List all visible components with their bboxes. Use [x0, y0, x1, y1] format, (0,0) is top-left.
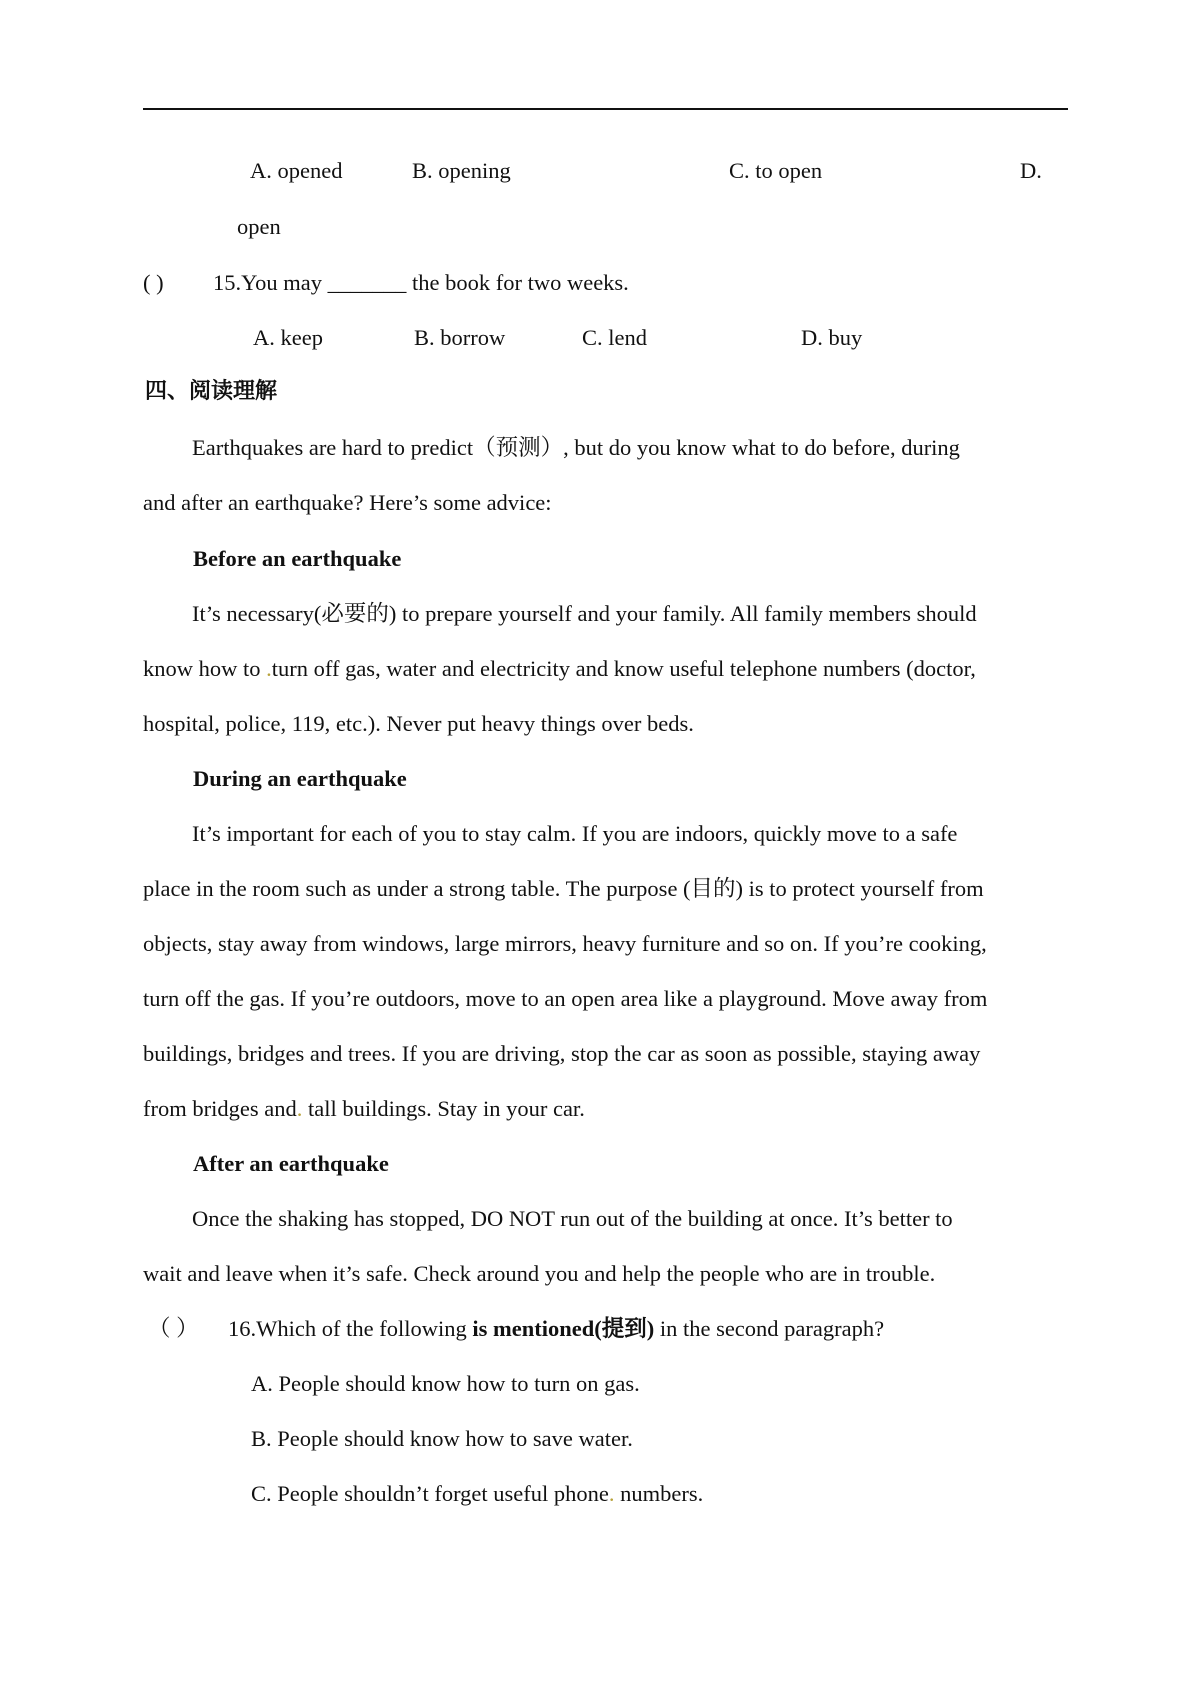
- q15-option-b[interactable]: B. borrow: [414, 325, 506, 350]
- q14-option-c[interactable]: C. to open: [729, 158, 823, 183]
- q16-stem: [228, 1318, 884, 1341]
- during-heading: During an earthquake: [193, 766, 407, 791]
- q15-stem: 15.You may _______ the book for two weeks.: [213, 270, 629, 295]
- during-line6: [143, 1098, 585, 1121]
- q15-option-a[interactable]: A. keep: [253, 325, 323, 350]
- passage-intro-line2: and after an earthquake? Here’s some advice:: [143, 490, 552, 515]
- q14-option-d-text: open: [237, 214, 281, 239]
- before-heading: Before an earthquake: [193, 546, 402, 571]
- q16-answer-paren[interactable]: （ ）: [148, 1316, 199, 1341]
- header-rule: [143, 108, 1068, 110]
- during-line2: place in the room such as under a strong table. The purpose (目的) is to protect yourself from: [143, 876, 984, 901]
- q16-stem-end: in the second paragraph?: [654, 1316, 885, 1341]
- q16-option-b[interactable]: B. People should know how to save water.: [251, 1426, 633, 1451]
- section-heading-reading: 四、阅读理解: [145, 379, 278, 404]
- q15-answer-paren[interactable]: ( ): [143, 270, 164, 295]
- during-line3: objects, stay away from windows, large mirrors, heavy furniture and so on. If you’re cooking,: [143, 931, 987, 956]
- q16-option-c-end: numbers.: [614, 1481, 704, 1506]
- during-line1-end: ach of you to stay calm. If you are indoors, quickly move to a safe: [361, 821, 958, 846]
- before-line2: [143, 658, 976, 681]
- after-line2: wait and leave when it’s safe. Check around you and help the people who are in trouble.: [143, 1261, 936, 1286]
- q15-option-c[interactable]: C. lend: [582, 325, 647, 350]
- during-line1-start: It’s important for e: [192, 821, 362, 846]
- before-line2-start: know how to: [143, 656, 267, 681]
- q16-option-a[interactable]: A. People should know how to turn on gas.: [251, 1371, 640, 1396]
- q16-stem-start: 16.Which of the following: [228, 1316, 473, 1341]
- during-line5: buildings, bridges and trees. If you are driving, stop the car as soon as possible, staying away: [143, 1041, 981, 1066]
- edit-mark: .: [266, 656, 272, 681]
- during-line1: [192, 823, 957, 846]
- edit-mark: .: [608, 1481, 615, 1506]
- edit-mark: .: [296, 1096, 303, 1121]
- before-line2-end: turn off gas, water and electricity and know useful telephone numbers (doctor,: [271, 656, 976, 681]
- during-line6-end: tall buildings. Stay in your car.: [302, 1096, 585, 1121]
- passage-intro-line1: Earthquakes are hard to predict（预测）, but do you know what to do before, during: [192, 435, 960, 460]
- q14-option-b[interactable]: B. opening: [412, 158, 511, 183]
- q14-option-a[interactable]: A. opened: [250, 158, 343, 183]
- during-line6-start: from bridges and: [143, 1096, 297, 1121]
- q16-option-c[interactable]: [251, 1483, 703, 1506]
- q14-option-d-label[interactable]: D.: [1020, 158, 1042, 183]
- q16-option-c-start: C. People shouldn’t forget useful phone: [251, 1481, 609, 1506]
- after-heading: After an earthquake: [193, 1151, 389, 1176]
- after-line1: Once the shaking has stopped, DO NOT run out of the building at once. It’s better to: [192, 1206, 953, 1231]
- q16-stem-emphasis: is mentioned(提到): [472, 1316, 655, 1341]
- during-line4: turn off the gas. If you’re outdoors, move to an open area like a playground. Move away from: [143, 986, 988, 1011]
- before-line1: It’s necessary(必要的) to prepare yourself and your family. All family members should: [192, 601, 977, 626]
- q15-option-d[interactable]: D. buy: [801, 325, 863, 350]
- before-line3: hospital, police, 119, etc.). Never put heavy things over beds.: [143, 711, 694, 736]
